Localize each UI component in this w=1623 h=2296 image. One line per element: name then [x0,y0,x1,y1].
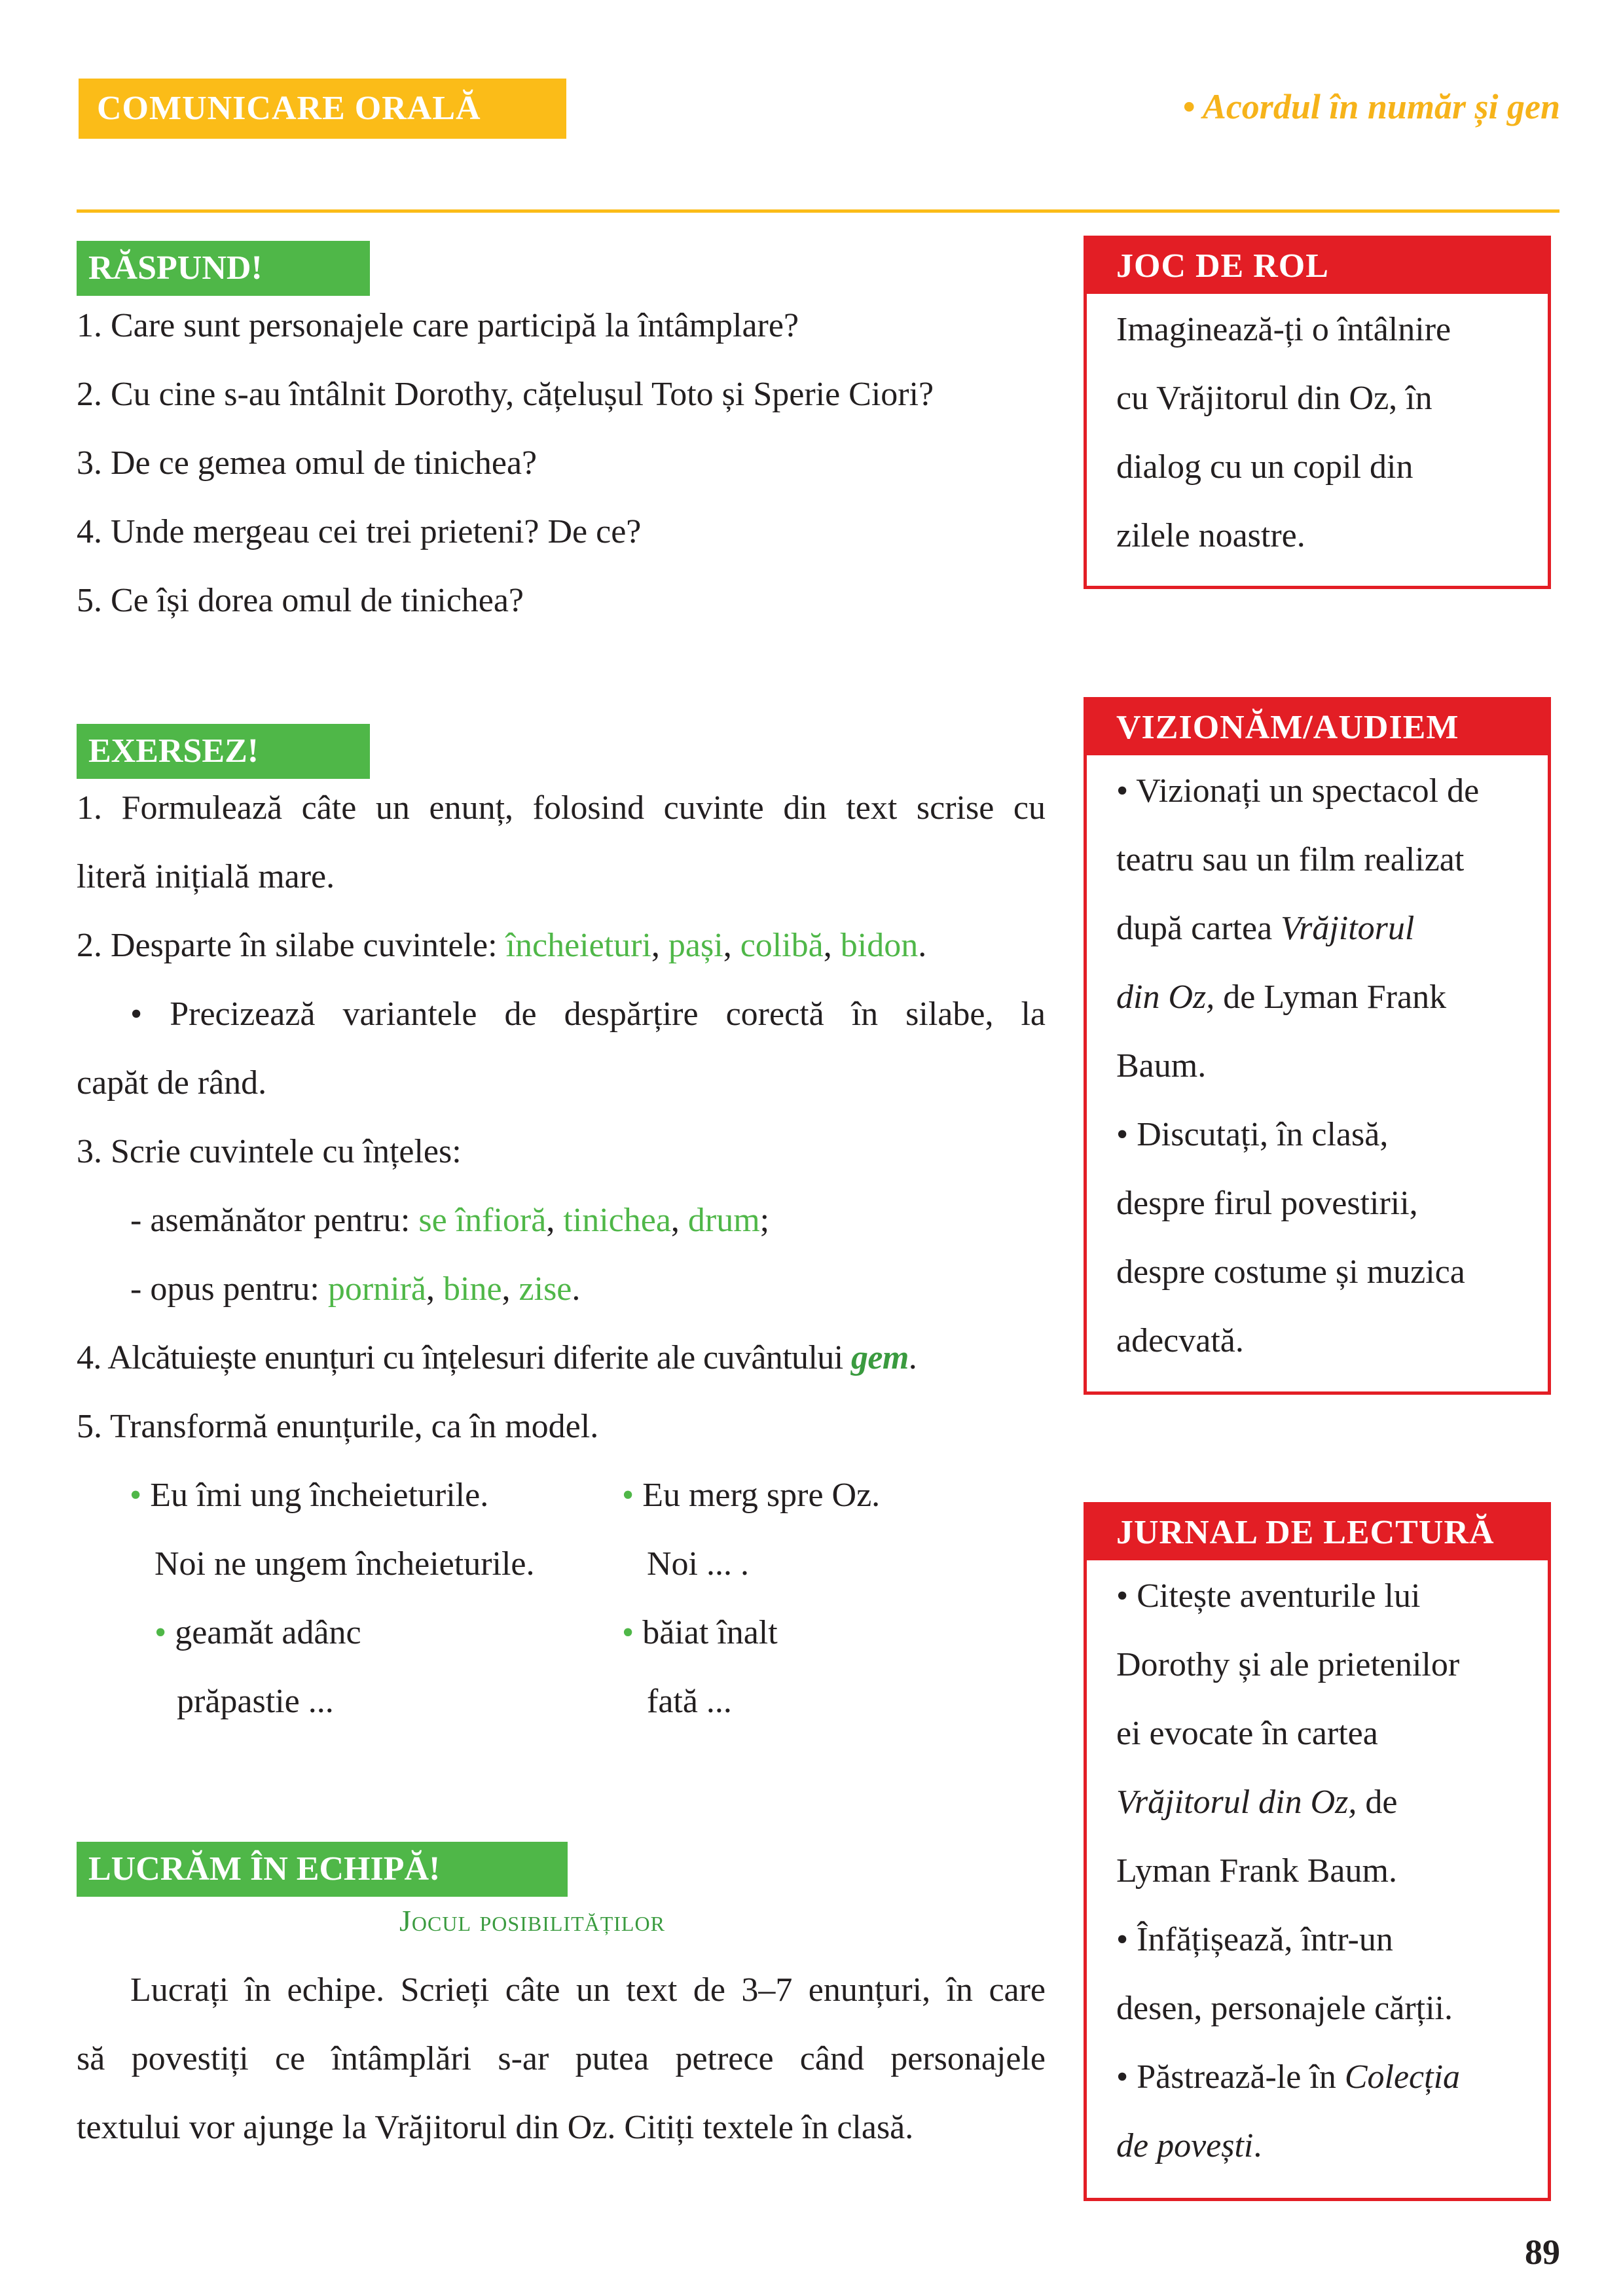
echipa-heading: LUCRĂM ÎN ECHIPĂ! [77,1842,568,1897]
echipa-line2: să povestiți ce întâmplări s-ar putea petrece când personajele [77,2040,1046,2077]
model-left-item-result: prăpastie ... [177,1683,334,1720]
jurnal-line-5: Lyman Frank Baum. [1116,1852,1397,1890]
vizionam-box [1084,697,1551,1395]
ex3-syn-3: drum [687,1202,760,1239]
ex3-ant-2: bine [443,1270,502,1308]
game-title: Jocul posibilităților [399,1904,665,1937]
ex2-word-4: bidon [840,927,919,964]
ex3-ant-1: porniră [327,1270,427,1308]
jurnal-body [1087,1560,1548,2180]
ex2-word-1: încheieturi [505,927,651,964]
model-right-item-result: fată ... [647,1683,732,1720]
joc-de-rol-box [1084,236,1551,589]
jurnal-line-7: desen, personajele cărții. [1116,1990,1453,2027]
model-right-result: Noi ... . [647,1545,749,1583]
question-4: 4. Unde mergeau cei trei prieteni? De ce? [77,513,642,550]
jurnal-line-3: ei evocate în cartea [1116,1715,1378,1752]
ex2-line: 2. Desparte în silabe cuvintele: încheieturi, pași, colibă, bidon. [77,927,927,964]
model-left-item: • geamăt adânc [155,1614,361,1651]
exersez-exercises [77,774,1046,1461]
ex3-antonyms: - opus pentru: porniră, bine, zise. [130,1270,581,1308]
topic-subtitle: • Acordul în număr și gen [1182,87,1560,126]
model-right-example: • Eu merg spre Oz. [622,1477,881,1514]
vizionam-line-4: din Oz, de Lyman Frank [1116,978,1447,1016]
section-tag: COMUNICARE ORALĂ [79,79,566,139]
joc-line-2: cu Vrăjitorul din Oz, în [1116,380,1432,417]
joc-de-rol-title: JOC DE ROL [1087,239,1548,294]
ex3-antonyms-prefix: - opus pentru: [130,1270,328,1308]
vizionam-line-9: adecvată. [1116,1322,1244,1359]
raspund-questions [77,291,934,635]
jurnal-line-8: • Păstrează-le în Colecția [1116,2058,1461,2096]
jurnal-line-4: Vrăjitorul din Oz, de [1116,1784,1398,1821]
vizionam-body [1087,755,1548,1375]
ex3-title: 3. Scrie cuvintele cu înțeles: [77,1133,462,1170]
joc-de-rol-body [1087,294,1548,570]
joc-line-3: dialog cu un copil din [1116,448,1413,486]
joc-line-4: zilele noastre. [1116,517,1305,554]
jurnal-line-1: • Citește aventurile lui [1116,1577,1421,1615]
question-5: 5. Ce își dorea omul de tinichea? [77,582,524,619]
vizionam-line-3: după cartea Vrăjitorul [1116,910,1415,947]
ex3-syn-2: tinichea [563,1202,671,1239]
model-left-result: Noi ne ungem încheieturile. [155,1545,535,1583]
model-left-column [130,1461,534,1736]
ex3-syn-1: se înfioră [418,1202,547,1239]
vizionam-line-5: Baum. [1116,1047,1207,1085]
vizionam-line-7: despre firul povestirii, [1116,1185,1418,1222]
ex2-bullet-line1: • Precizează variantele de despărțire corectă în silabe, la [130,996,1046,1033]
model-right-column [622,1461,880,1736]
ex1-line1: 1. Formulează câte un enunț, folosind cuvinte din text scrise cu [77,789,1046,827]
jurnal-line-9: de povești. [1116,2127,1262,2164]
ex4-text: 4. Alcătuiește enunțuri cu înțelesuri diferite ale cuvântului [77,1339,851,1376]
ex2-bullet-line2: capăt de rând. [77,1064,267,1102]
raspund-heading: RĂSPUND! [77,241,370,296]
ex3-ant-3: zise [519,1270,572,1308]
ex2-prefix: 2. Desparte în silabe cuvintele: [77,927,506,964]
jurnal-title: JURNAL DE LECTURĂ [1087,1505,1548,1560]
ex3-synonyms-prefix: - asemănător pentru: [130,1202,419,1239]
page-number: 89 [1525,2233,1560,2272]
jurnal-box [1084,1502,1551,2201]
vizionam-line-8: despre costume și muzica [1116,1253,1465,1291]
model-left-example: • Eu îmi ung încheieturile. [130,1477,489,1514]
vizionam-line-2: teatru sau un film realizat [1116,841,1465,878]
ex3-synonyms: - asemănător pentru: se înfioră, tinichea, drum; [130,1202,770,1239]
jurnal-line-6: • Înfățișează, într-un [1116,1921,1393,1958]
ex4-word: gem [850,1339,909,1376]
question-2: 2. Cu cine s-au întâlnit Dorothy, cățelușul Toto și Sperie Ciori? [77,376,934,413]
vizionam-line-1: • Vizionați un spectacol de [1116,772,1480,810]
ex1-line2: literă inițială mare. [77,858,335,895]
echipa-line1: Lucrați în echipe. Scrieți câte un text de 3–7 enunțuri, în care [130,1971,1046,2009]
echipa-line3: textului vor ajunge la Vrăjitorul din Oz. Citiți textele în clasă. [77,2109,914,2146]
header-divider [77,209,1559,213]
question-3: 3. De ce gemea omul de tinichea? [77,444,538,482]
vizionam-title: VIZIONĂM/AUDIEM [1087,700,1548,755]
question-1: 1. Care sunt personajele care participă la întâmplare? [77,307,799,344]
echipa-text [77,1956,1046,2162]
vizionam-line-6: • Discutați, în clasă, [1116,1116,1389,1153]
ex5-title: 5. Transformă enunțurile, ca în model. [77,1408,599,1445]
ex4-line: 4. Alcătuiește enunțuri cu înțelesuri diferite ale cuvântului gem. [77,1339,917,1376]
model-right-item: • băiat înalt [622,1614,778,1651]
exersez-heading: EXERSEZ! [77,724,370,779]
ex2-word-3: colibă [740,927,824,964]
joc-line-1: Imaginează-ți o întâlnire [1116,311,1451,348]
jurnal-line-2: Dorothy și ale prietenilor [1116,1646,1460,1683]
ex2-word-2: pași [668,927,723,964]
